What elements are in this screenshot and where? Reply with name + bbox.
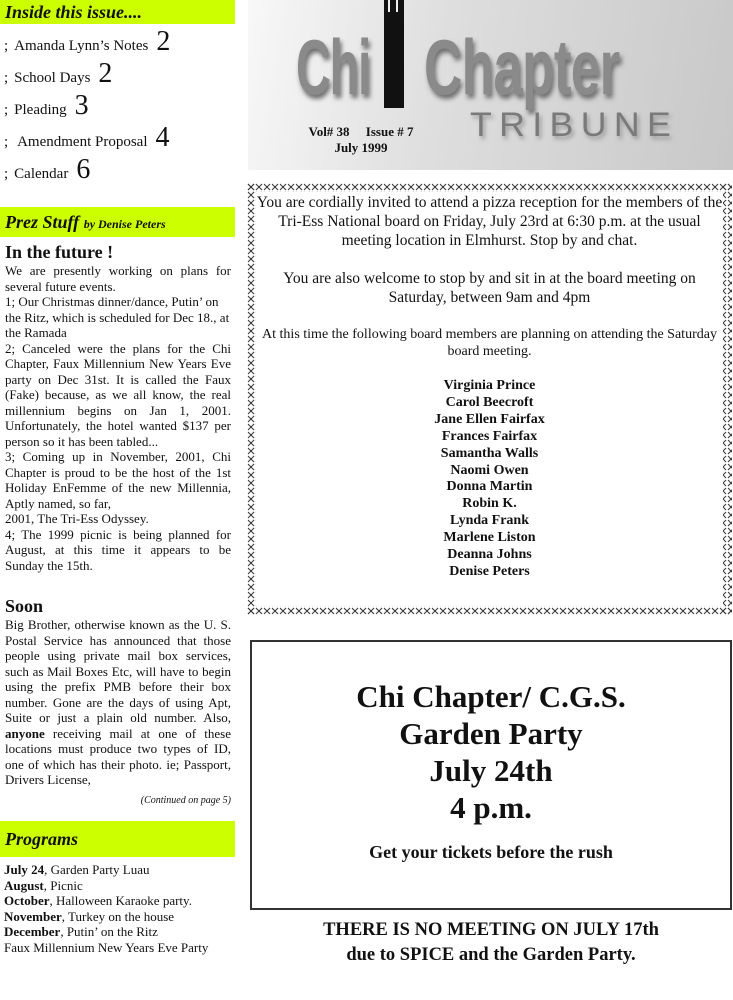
toc-label: Amanda Lynn’s Notes bbox=[14, 38, 149, 54]
invite-paragraph: You are also welcome to stop by and sit in at the board meeting on Saturday, between 9am and 4pm bbox=[283, 270, 696, 306]
logo-tribune: TRIBUNE bbox=[470, 106, 679, 144]
program-event: , Picnic bbox=[43, 877, 83, 893]
prez-stuff-title: Prez Stuff bbox=[5, 212, 80, 232]
party-time: 4 p.m. bbox=[450, 790, 532, 825]
garden-party-box bbox=[250, 640, 732, 910]
prez-byline: by Denise Peters bbox=[83, 217, 166, 231]
continued-link[interactable]: (Continued on page 5) bbox=[140, 794, 231, 806]
party-date: July 24th bbox=[429, 753, 553, 788]
notice-line: THERE IS NO MEETING ON JULY 17th bbox=[323, 920, 659, 940]
programs-title: Programs bbox=[5, 829, 79, 849]
program-date: August bbox=[4, 877, 44, 893]
paragraph: 4; The 1999 picnic is being planned for August, at this time it appears to be Sunday the 15th. bbox=[5, 526, 231, 573]
sears-tower-icon bbox=[384, 0, 404, 108]
program-item bbox=[4, 940, 208, 956]
bullet-icon: ; bbox=[4, 38, 9, 54]
paragraph: 1; Our Christmas dinner/dance, Putin’ on the Ritz, which is scheduled for Dec 18., at the Ramada bbox=[5, 294, 230, 340]
program-event: , Halloween Karaoke party. bbox=[49, 893, 192, 908]
program-date: July 24 bbox=[4, 862, 45, 877]
party-note: Get your tickets before the rush bbox=[369, 842, 613, 862]
program-event: , Garden Party Luau bbox=[44, 862, 150, 877]
program-event: , Turkey on the house bbox=[61, 908, 175, 924]
member-name: Virginia Prince bbox=[443, 378, 536, 393]
paragraph: 3; Coming up in November, 2001, Chi Chapter is proud to be the host of the 1st Holiday EnFemme of the new Millennia, Aptly named, so far, bbox=[5, 449, 231, 511]
logo-chapter: Chapter bbox=[424, 23, 620, 111]
toc-item[interactable] bbox=[4, 154, 234, 186]
invite-paragraph: At this time the following board members are planning on attending the Saturday board meeting. bbox=[262, 327, 717, 359]
paragraph bbox=[5, 617, 231, 788]
toc-page: 2 bbox=[156, 26, 171, 57]
toc-item[interactable] bbox=[4, 122, 234, 154]
text: Big Brother, otherwise known as the U. S. Postal Service has announced that those people using private mail box services, such as Mail Boxes Etc, will have to begin using the prefix PMB before their box number. Gone are the days of using Apt, Suite or just a plain old number. Also, bbox=[5, 617, 231, 725]
toc-label: Amendment Proposal bbox=[14, 134, 148, 150]
program-date: November bbox=[4, 908, 62, 924]
member-name: Deanna Johns bbox=[447, 547, 532, 563]
volume-issue: Vol# 38 Issue # 7 bbox=[308, 124, 414, 139]
party-title bbox=[252, 678, 730, 826]
programs-list bbox=[4, 862, 208, 955]
masthead bbox=[248, 0, 733, 170]
paragraph: 2; Canceled were the plans for the Chi Chapter, Faux Millennium New Years Eve party on Dec 31st. It is called the Faux (Fake) because, as we all know, the real millennium begins on Jan 1, 2001. Unfortunately, the hotel wanted $137 per person so it has been tabled... bbox=[5, 340, 231, 449]
member-name: Denise Peters bbox=[449, 563, 530, 579]
invite-paragraph: You are cordially invited to attend a pizza reception for the members of the Tri-Ess National board on Friday, July 23rd at 6:30 p.m. at the usual meeting location in Elmhurst. Stop by and chat. bbox=[256, 194, 723, 249]
toc-page: 4 bbox=[155, 122, 170, 153]
toc-page: 6 bbox=[76, 154, 91, 185]
board-members-list bbox=[253, 378, 726, 581]
program-item bbox=[4, 924, 208, 940]
toc-label: Pleading bbox=[14, 102, 67, 118]
member-name: Jane Ellen Fairfax bbox=[434, 411, 545, 427]
program-date: December bbox=[4, 924, 61, 939]
bullet-icon: ; bbox=[4, 102, 9, 118]
text: receiving mail at one of these locations must produce two types of ID, one of which has their photo. ie; Passport, Drivers License, bbox=[5, 725, 231, 787]
program-item bbox=[4, 878, 208, 894]
soon-heading: Soon bbox=[5, 596, 44, 616]
member-name: Naomi Owen bbox=[450, 462, 529, 478]
member-name: Carol Beecroft bbox=[445, 394, 534, 410]
future-article bbox=[5, 241, 231, 573]
member-name: Robin K. bbox=[462, 496, 517, 512]
member-name: Marlene Liston bbox=[443, 530, 536, 546]
toc-label: School Days bbox=[14, 70, 91, 86]
member-name: Donna Martin bbox=[446, 479, 533, 495]
invitation-box bbox=[247, 183, 732, 615]
programs-header bbox=[0, 821, 235, 857]
inside-issue-title: Inside this issue.... bbox=[5, 2, 143, 22]
party-line: Garden Party bbox=[399, 716, 583, 751]
toc-item[interactable] bbox=[4, 90, 234, 122]
issue-date: July 1999 bbox=[334, 140, 388, 155]
bullet-icon: ; bbox=[4, 134, 9, 150]
paragraph: We are presently working on plans for several future events. bbox=[5, 263, 231, 294]
program-item bbox=[4, 909, 208, 925]
issue-info bbox=[296, 124, 426, 156]
toc-page: 2 bbox=[98, 58, 113, 89]
member-name: Samantha Walls bbox=[440, 445, 539, 461]
program-date: October bbox=[4, 893, 50, 908]
bullet-icon: ; bbox=[4, 70, 9, 86]
invitation-body bbox=[253, 193, 726, 581]
future-heading: In the future ! bbox=[5, 242, 114, 262]
program-item bbox=[4, 893, 208, 909]
toc-item[interactable] bbox=[4, 58, 234, 90]
party-line: Chi Chapter/ C.G.S. bbox=[356, 679, 626, 714]
logo-chi: Chi bbox=[296, 23, 371, 111]
program-item bbox=[4, 862, 208, 878]
table-of-contents bbox=[4, 26, 234, 186]
prez-stuff-header bbox=[0, 207, 235, 237]
bullet-icon: ; bbox=[4, 166, 9, 182]
soon-article bbox=[5, 595, 231, 808]
toc-label: Calendar bbox=[14, 166, 69, 182]
program-event: , Putin’ on the Ritz bbox=[60, 924, 158, 939]
inside-issue-header bbox=[0, 0, 235, 24]
member-name: Frances Fairfax bbox=[441, 428, 538, 444]
paragraph: 2001, The Tri-Ess Odyssey. bbox=[5, 511, 149, 526]
toc-item[interactable] bbox=[4, 26, 234, 58]
program-event: Faux Millennium New Years Eve Party bbox=[4, 939, 209, 955]
member-name: Lynda Frank bbox=[450, 513, 529, 529]
toc-page: 3 bbox=[74, 90, 89, 121]
meeting-notice bbox=[250, 918, 732, 968]
notice-line: due to SPICE and the Garden Party. bbox=[346, 945, 636, 965]
emphasis: anyone bbox=[5, 725, 45, 741]
